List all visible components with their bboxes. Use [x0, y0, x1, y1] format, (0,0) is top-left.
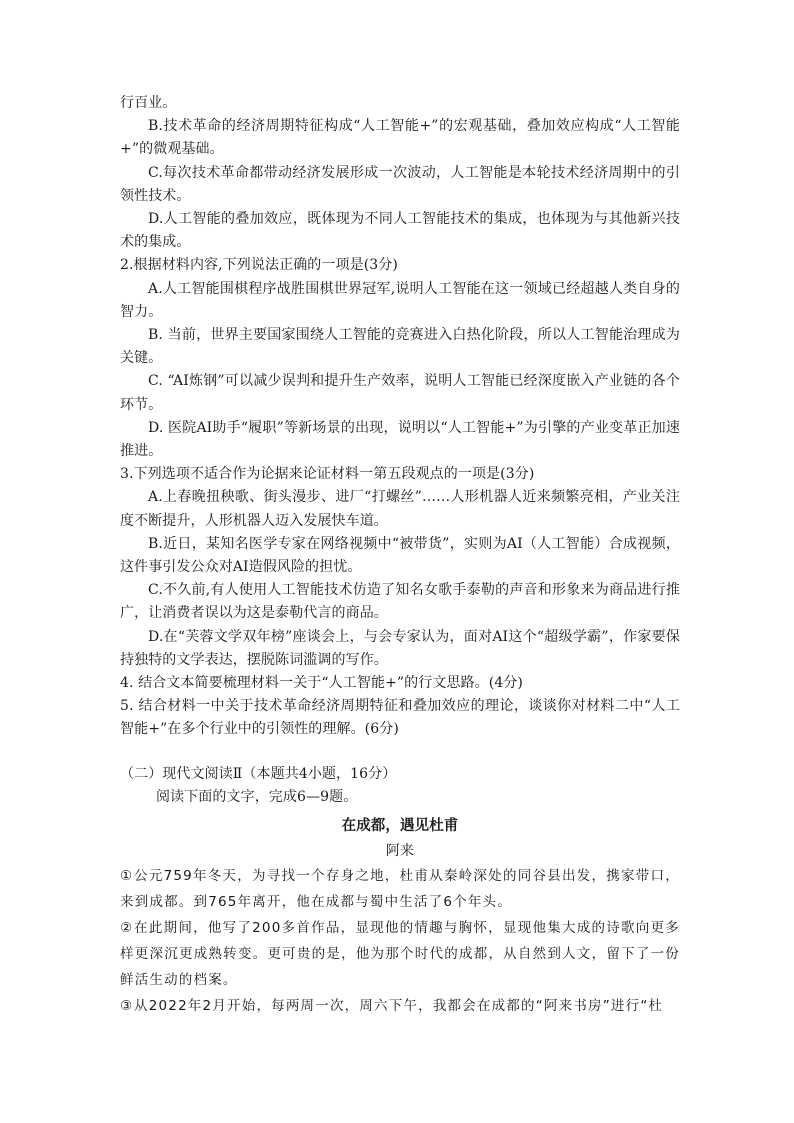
- page-content: [120, 92, 680, 1019]
- article-author: 阿来: [385, 842, 415, 859]
- q3-option-b: B.近日，某知名医学专家在网络视频中“被带货”，实则为AI（人工智能）合成视频，这件事引发公众对AI造假风险的担忧。: [120, 535, 680, 576]
- q2-stem: 2.根据材料内容,下列说法正确的一项是(3分): [120, 257, 398, 274]
- paragraph-number: ①: [120, 867, 134, 884]
- article-paragraph: [120, 863, 680, 915]
- q2-option-c: C. “AI炼钢”可以减少误判和提升生产效率，说明人工智能已经深度嵌入产业链的各个环节。: [120, 373, 680, 413]
- q1-option-d: D.人工智能的叠加效应，既体现为不同人工智能技术的集成，也体现为与其他新兴技术的集成。: [120, 211, 680, 251]
- q2-option-d: D. 医院AI助手“履职”等新场景的出现，说明以“人工智能+”为引擎的产业变革正加速推进。: [120, 419, 680, 460]
- article-title: 在成都，遇见杜甫: [341, 816, 459, 834]
- article-paragraph: [120, 993, 680, 1019]
- article-paragraph: [120, 915, 680, 993]
- q3-option-a: A.上春晚扭秧歌、街头漫步、进厂“打螺丝”……人形机器人近来频繁亮相，产业关注度不断提升，人形机器人迈入发展快车道。: [120, 489, 680, 529]
- q3-stem: 3.下列选项不适合作为论据来论证材料一第五段观点的一项是(3分): [120, 466, 535, 483]
- q1-option-b: B.技术革命的经济周期特征构成“人工智能+”的宏观基础，叠加效应构成“人工智能+”的微观基础。: [120, 118, 680, 158]
- q4-stem: 4. 结合文本简要梳理材料一关于“人工智能+”的行文思路。(4分): [120, 675, 523, 692]
- paragraph-text: 公元759年冬天，为寻找一个存身之地，杜甫从秦岭深处的同谷县出发，携家带口，来到成都。到765年离开，他在成都与蜀中生活了6个年头。: [120, 867, 680, 910]
- q1-option-a-tail: 行百业。: [120, 95, 177, 111]
- q2-option-b: B. 当前，世界主要国家围绕人工智能的竞赛进入白热化阶段，所以人工智能治理成为关键。: [120, 327, 680, 367]
- q5-stem: 5. 结合材料一中关于技术革命经济周期特征和叠加效应的理论，谈谈你对材料二中“人工智能+”在多个行业中的引领性的理解。(6分): [120, 698, 680, 738]
- paragraph-number: ③: [120, 997, 134, 1014]
- q3-option-c: C.不久前,有人使用人工智能技术仿造了知名女歌手泰勒的声音和形象来为商品进行推广，让消费者误以为这是泰勒代言的商品。: [120, 582, 680, 622]
- reading-instruction: 阅读下面的文字，完成6—9题。: [156, 788, 358, 805]
- section-title: （二）现代文阅读Ⅱ（本题共4小题，16分）: [120, 765, 397, 782]
- q2-option-a: A.人工智能围棋程序战胜围棋世界冠军,说明人工智能在这一领域已经超越人类自身的智力。: [120, 280, 680, 320]
- paragraph-text: 从2022年2月开始，每两周一次，周六下午，我都会在成都的“阿来书房”进行“杜: [134, 997, 664, 1014]
- q3-option-d: D.在“芙蓉文学双年榜”座谈会上，与会专家认为，面对AI这个“超级学霸”，作家要保持独特的文学表达，摆脱陈词滥调的写作。: [120, 628, 680, 668]
- paragraph-number: ②: [120, 919, 134, 936]
- paragraph-text: 在此期间，他写了200多首作品，显现他的情趣与胸怀，显现他集大成的诗歌向更多样更深沉更成熟转变。更可贵的是，他为那个时代的成都，从自然到人文，留下了一份鲜活生动的档案。: [120, 919, 680, 988]
- q1-option-c: C.每次技术革命都带动经济发展形成一次波动，人工智能是本轮技术经济周期中的引领性技术。: [120, 164, 680, 204]
